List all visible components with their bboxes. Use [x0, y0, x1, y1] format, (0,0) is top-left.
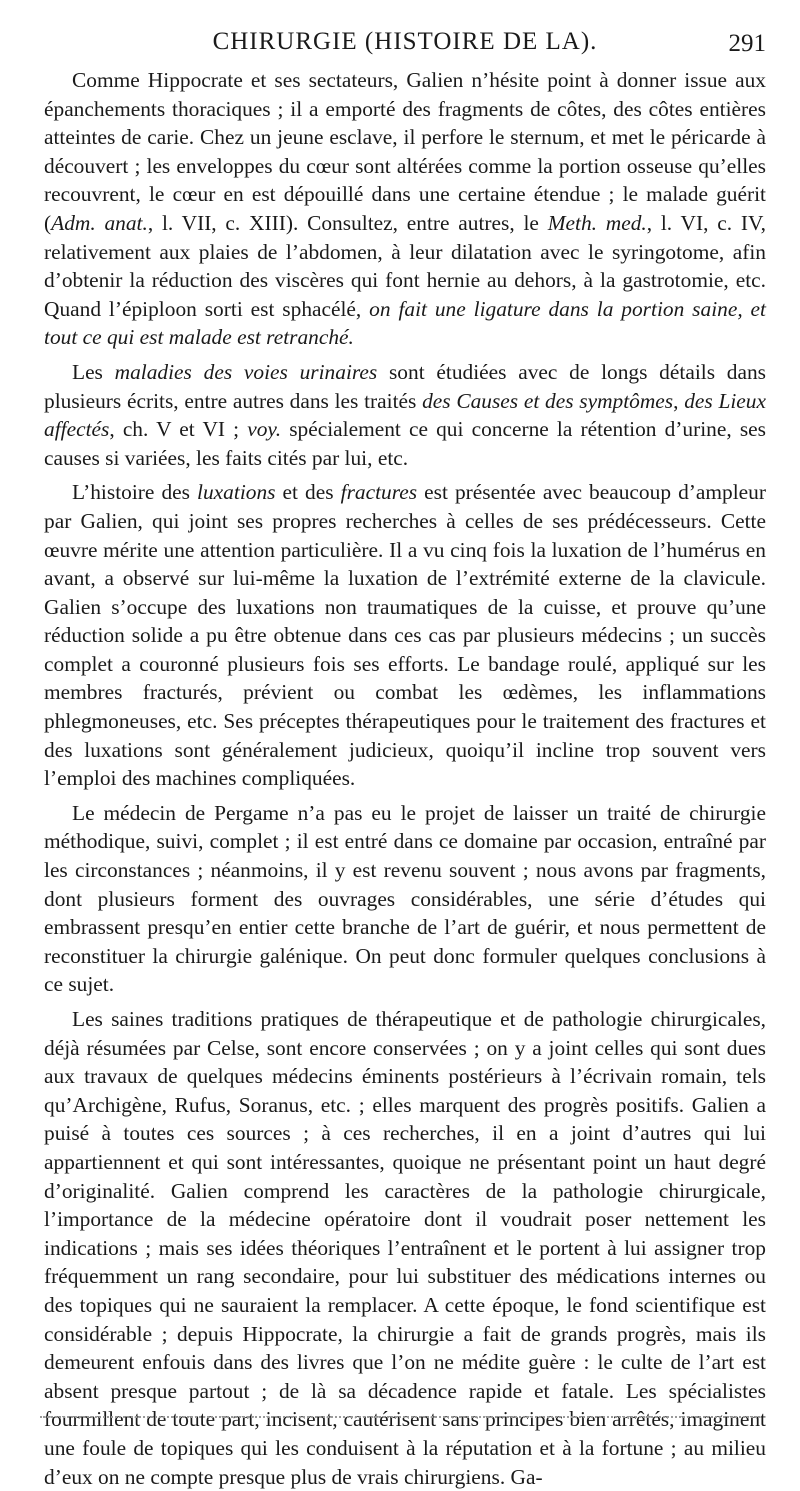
- page-header: [44, 28, 766, 68]
- text-run: , l. VII, c. XIII). Consultez, entre autres, le: [147, 210, 548, 235]
- text-run: Le médecin de Pergame n’a pas eu le projet de laisser un traité de chirurgie méthodique, suivi, complet ; il est entré dans ce domaine par occasion, entraîné par les circonstances ; néanmoins, il y est revenu souvent ; nous avons par fragments, dont plusieurs forment des ouvrages considérables, une série d’études qui embrassent presqu’en entier cette branche de l’art de guérir, et nous permettent de reconstituer la chirurgie galénique. On peut donc formuler quelques conclusions à ce sujet.: [44, 800, 766, 997]
- italic-text: maladies des voies urinaires: [114, 359, 378, 384]
- text-run: , l. VI, c. IV, relativement aux plaies de l’abdomen, à leur dilatation avec le syringotome, afin d’obtenir la réduction des viscères qui font hernie au dehors, à la gastrotomie, etc. Quand l’épiploon sorti est sphacélé,: [44, 210, 766, 321]
- text-run: sont étudiées avec de longs détails dans plusieurs écrits, entre autres dans les traités: [44, 359, 766, 413]
- text-run: Les saines traditions pratiques de thérapeutique et de pathologie chirurgicales, déjà résumées par Celse, sont encore conservées ; on y a joint celles qui sont dues aux travaux de quelques médecins éminents postérieurs à l’écrivain romain, tels qu’Archigène, Rufus, Soranus, etc. ; elles marquent des progrès positifs. Galien a puisé à toutes ces sources ; à ces recherches, il en a joint d’autres qui lui appartiennent et qui sont intéressantes, quoique ne présentant point un haut degré d’originalité. Galien comprend les caractères de la pathologie chirurgicale, l’importance de la médecine opératoire dont il voudrait poser nettement les indications ; mais ses idées théoriques l’entraînent et le portent à lui assigner trop fréquemment un rang secondaire, pour lui substituer des médications internes ou des topiques qui ne sauraient la remplacer. A cette époque, le fond scientifique est considérable ; depuis Hippocrate, la chirurgie a fait de grands progrès, mais ils demeurent enfouis dans des livres que l’on ne médite guère : le culte de l’art est absent presque partout ; de là sa décadence rapide et fatale. Les spécialistes fourmillent de toute part, incisent, cautérisent sans principes bien arrêtés, imaginent une foule de topiques qui les conduisent à la réputation et à la fortune ; au milieu d’eux on ne compte presque plus de vrais chirurgiens. Ga-: [44, 1007, 766, 1489]
- text-run: Les: [72, 359, 115, 384]
- text-run: L’histoire des: [72, 480, 198, 505]
- text-run: est présentée avec beaucoup d’ampleur par Galien, qui joint ses propres recherches à celles de ses prédécesseurs. Cette œuvre mérite une attention particulière. Il a vu cinq fois la luxation de l’humérus en avant, a observé sur lui-même la luxation de l’extrémité externe de la clavicule. Galien s’occupe des luxations non traumatiques de la cuisse, et prouve qu’une réduction solide a pu être obtenue dans ces cas par plusieurs médecins ; un succès complet a couronné plusieurs fois ses efforts. Le bandage roulé, appliqué sur les membres fracturés, prévient ou combat les œdèmes, les inflammations phlegmoneuses, etc. Ses préceptes thérapeutiques pour le traitement des fractures et des luxations sont généralement judicieux, quoiqu’il incline trop souvent vers l’emploi des machines compliquées.: [44, 480, 766, 791]
- italic-text: des Lieux affectés: [44, 388, 766, 442]
- footer-rule: [40, 1416, 760, 1418]
- italic-text: on fait une ligature dans la portion saine, et tout ce qui est malade est retranché.: [44, 296, 766, 350]
- text-run: spécialement ce qui concerne la rétention d’urine, ses causes si variées, les faits cités par lui, etc.: [44, 417, 766, 470]
- italic-text: Adm. anat.: [51, 210, 148, 235]
- paragraph: [44, 358, 766, 472]
- text-run: , ch. V et VI ;: [109, 417, 248, 442]
- running-title: CHIRURGIE (HISTOIRE DE LA).: [212, 28, 598, 55]
- body-text: [44, 66, 766, 1491]
- text-run: Comme Hippocrate et ses sectateurs, Galien n’hésite point à donner issue aux épanchements thoraciques ; il a emporté des fragments de côtes, des côtes entières atteintes de carie. Chez un jeune esclave, il perfore le sternum, et met le péricarde à découvert ; les enveloppes du cœur sont altérées comme la portion osseuse qu’elles recouvrent, le cœur en est dépouillé dans une certaine étendue ; le malade guérit (: [44, 68, 766, 235]
- italic-text: fractures: [340, 480, 418, 505]
- italic-text: des Causes et des symptômes: [422, 388, 674, 413]
- text-run: et des: [275, 480, 341, 505]
- italic-text: luxations: [197, 480, 276, 505]
- italic-text: Meth. med.: [547, 210, 647, 235]
- paragraph: [44, 66, 766, 352]
- paragraph: [44, 1005, 766, 1491]
- paragraph: [44, 799, 766, 999]
- text-run: ,: [673, 388, 685, 413]
- page-number: 291: [728, 30, 766, 57]
- italic-text: voy.: [247, 417, 282, 442]
- paragraph: [44, 478, 766, 793]
